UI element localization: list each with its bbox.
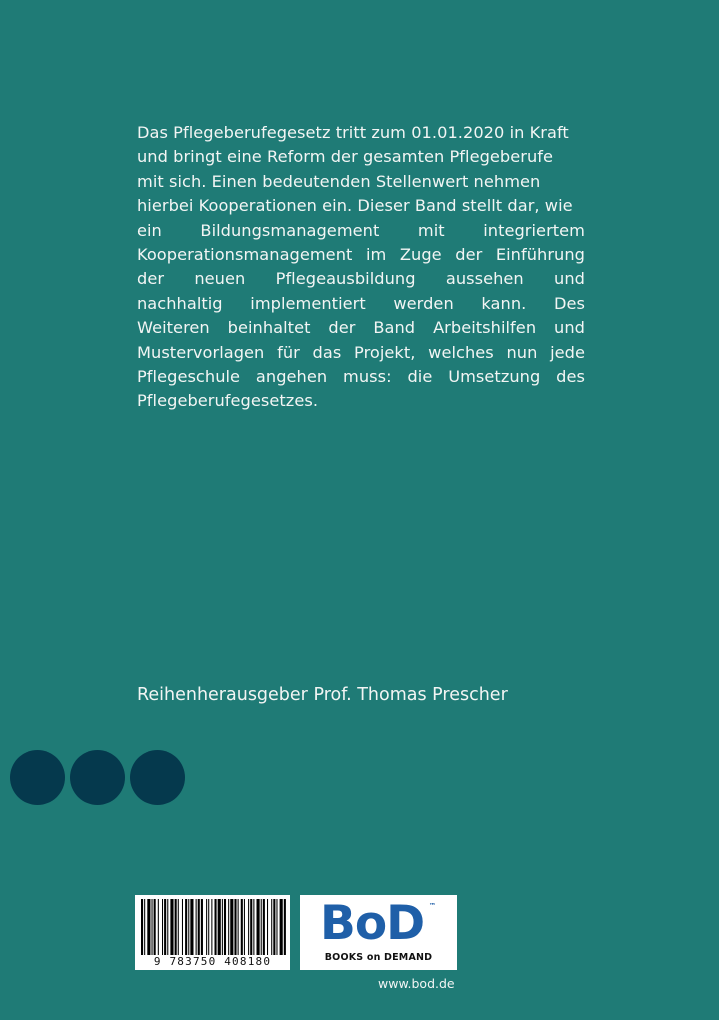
blurb-line: Mustervorlagen für das Projekt, welches nun jede — [137, 342, 585, 362]
barcode-bar — [238, 899, 239, 955]
blurb-line: Weiteren beinhaltet der Band Arbeitshilfen und — [137, 318, 585, 338]
barcode-bar — [198, 899, 200, 955]
dot-icon — [70, 750, 125, 805]
barcode-bar — [190, 899, 193, 955]
bod-logo-text: BoD — [320, 896, 425, 951]
blurb-line: Pflegeberufegesetzes. — [137, 391, 319, 411]
barcode-bar — [178, 899, 179, 955]
barcode-bar — [175, 899, 177, 955]
barcode-bar — [154, 899, 156, 955]
barcode-bar — [164, 899, 166, 955]
barcode-bar — [271, 899, 272, 955]
blurb-line: Pflegeschule angehen muss: die Umsetzung des — [137, 367, 585, 387]
barcode-bar — [188, 899, 189, 955]
barcode-bar — [211, 899, 212, 955]
barcode-bar — [208, 899, 209, 955]
barcode-bar — [224, 899, 226, 955]
barcode-bar — [215, 899, 217, 955]
barcode-bar — [158, 899, 159, 955]
barcode-bar — [147, 899, 150, 955]
barcode-bar — [244, 899, 245, 955]
barcode-bar — [196, 899, 197, 955]
trademark-symbol: ™ — [429, 902, 436, 910]
isbn-number: 9 783750 408180 — [153, 955, 272, 968]
dot-icon — [130, 750, 185, 805]
barcode-bar — [284, 899, 286, 955]
barcode-bar — [250, 899, 252, 955]
barcode-bar — [257, 899, 260, 955]
barcode-bar — [273, 899, 275, 955]
barcode-bar — [222, 899, 223, 955]
barcode-bar — [152, 899, 153, 955]
barcode-bar — [230, 899, 233, 955]
blurb-line: ein Bildungsmanagement mit integriertem — [137, 220, 585, 240]
blurb-line: und bringt eine Reform der gesamten Pflegeberufe — [137, 147, 554, 167]
barcode-bar — [201, 899, 203, 955]
barcode-bar — [248, 899, 249, 955]
barcode-bar — [218, 899, 221, 955]
barcode-bar — [267, 899, 268, 955]
blurb-line: der neuen Pflegeausbildung aussehen und — [137, 269, 585, 289]
bod-tagline: BOOKS on DEMAND — [324, 952, 433, 963]
barcode-bar — [144, 899, 145, 955]
blurb-line: Das Pflegeberufegesetz tritt zum 01.01.2020 in Kraft — [137, 123, 569, 142]
blurb-line: hierbei Kooperationen ein. Dieser Band stellt dar, wie — [137, 196, 573, 216]
isbn-barcode — [135, 895, 290, 970]
series-editor: Reihenherausgeber Prof. Thomas Prescher — [137, 685, 508, 705]
blurb-text — [137, 121, 585, 414]
barcode-bar — [280, 899, 283, 955]
barcode-bar — [206, 899, 207, 955]
barcode-bar — [141, 899, 143, 955]
barcode-bar — [263, 899, 265, 955]
barcode-bar — [170, 899, 173, 955]
barcode-bar — [228, 899, 229, 955]
barcode-bar — [234, 899, 236, 955]
blurb-line: nachhaltig implementiert werden kann. Des — [137, 293, 585, 313]
barcode-bar — [261, 899, 262, 955]
barcode-bar — [185, 899, 187, 955]
barcode-bars — [139, 899, 286, 955]
barcode-bar — [162, 899, 163, 955]
publisher-logo — [300, 895, 457, 970]
blurb-line: Kooperationsmanagement im Zuge der Einführung — [137, 245, 585, 265]
barcode-bar — [276, 899, 277, 955]
series-dots — [10, 750, 190, 806]
publisher-url: www.bod.de — [378, 976, 455, 991]
barcode-bar — [167, 899, 168, 955]
blurb-line: mit sich. Einen bedeutenden Stellenwert nehmen — [137, 171, 541, 191]
barcode-bar — [253, 899, 254, 955]
dot-icon — [10, 750, 65, 805]
barcode-bar — [182, 899, 183, 955]
barcode-bar — [241, 899, 243, 955]
